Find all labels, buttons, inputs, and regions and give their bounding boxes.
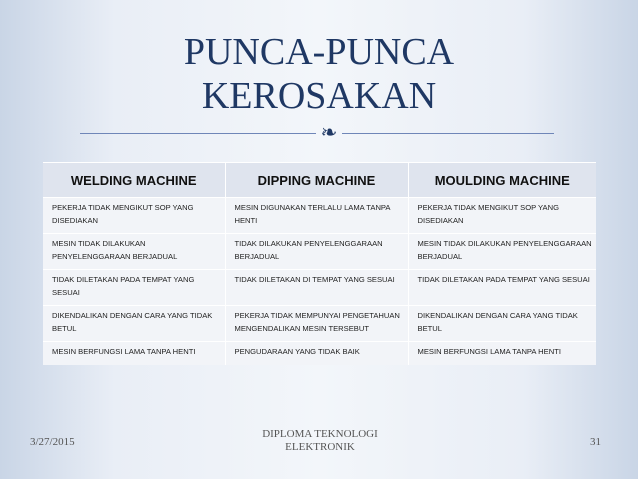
footer-course (240, 428, 400, 454)
table-cell: TIDAK DILETAKAN PADA TEMPAT YANG SESUAI (408, 270, 596, 306)
slide-number: 31 (590, 436, 601, 448)
table-cell: MESIN BERFUNGSI LAMA TANPA HENTI (43, 342, 225, 366)
table-cell: DIKENDALIKAN DENGAN CARA YANG TIDAK BETUL (43, 306, 225, 342)
table-cell: MESIN TIDAK DILAKUKAN PENYELENGGARAAN BERJADUAL (43, 234, 225, 270)
slide-title (0, 30, 638, 118)
header-welding-machine: WELDING MACHINE (43, 163, 225, 198)
table-cell: PENGUDARAAN YANG TIDAK BAIK (225, 342, 408, 366)
table-cell: TIDAK DILETAKAN PADA TEMPAT YANG SESUAI (43, 270, 225, 306)
table-cell: DIKENDALIKAN DENGAN CARA YANG TIDAK BETUL (408, 306, 596, 342)
table-cell: MESIN DIGUNAKAN TERLALU LAMA TANPA HENTI (225, 198, 408, 234)
table-row (43, 270, 596, 306)
footer-course-line-1: DIPLOMA TEKNOLOGI (262, 428, 378, 440)
table-row (43, 198, 596, 234)
table-row (43, 306, 596, 342)
table-row (43, 342, 596, 366)
table-cell: PEKERJA TIDAK MENGIKUT SOP YANG DISEDIAKAN (408, 198, 596, 234)
title-divider-right (342, 133, 554, 134)
table-cell: PEKERJA TIDAK MEMPUNYAI PENGETAHUAN MENGENDALIKAN MESIN TERSEBUT (225, 306, 408, 342)
table-header-row (43, 163, 596, 198)
table-row (43, 234, 596, 270)
header-dipping-machine: DIPPING MACHINE (225, 163, 408, 198)
table-cell: PEKERJA TIDAK MENGIKUT SOP YANG DISEDIAKAN (43, 198, 225, 234)
fleuron-icon: ❧ (320, 120, 338, 144)
slide-title-line-2: KEROSAKAN (201, 75, 437, 117)
table-cell: TIDAK DILAKUKAN PENYELENGGARAAN BERJADUAL (225, 234, 408, 270)
footer-course-line-2: ELEKTRONIK (285, 441, 355, 453)
title-divider-left (80, 133, 316, 134)
table-cell: MESIN TIDAK DILAKUKAN PENYELENGGARAAN BERJADUAL (408, 234, 596, 270)
table-cell: TIDAK DILETAKAN DI TEMPAT YANG SESUAI (225, 270, 408, 306)
table-cell: MESIN BERFUNGSI LAMA TANPA HENTI (408, 342, 596, 366)
header-moulding-machine: MOULDING MACHINE (408, 163, 596, 198)
footer-date: 3/27/2015 (30, 436, 75, 448)
causes-table (43, 162, 596, 365)
slide-title-line-1: PUNCA-PUNCA (183, 31, 455, 73)
